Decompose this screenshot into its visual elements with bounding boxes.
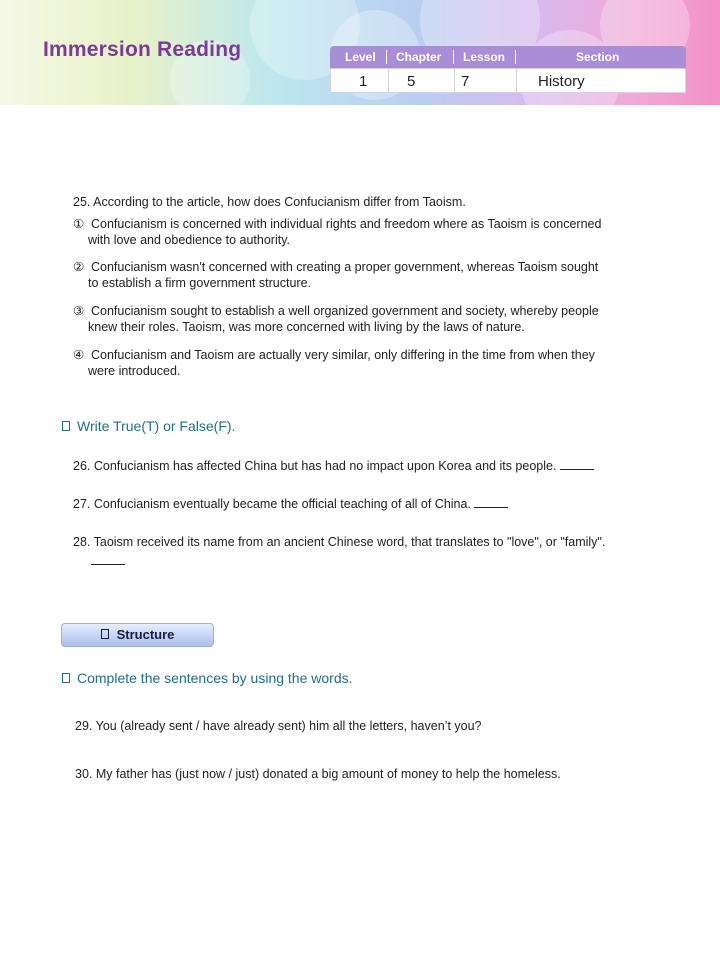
checkbox-icon [62, 673, 70, 683]
option-text: were introduced. [88, 364, 181, 378]
question-text: 27. Confucianism eventually became the official teaching of all of China. [73, 497, 471, 511]
section-label: Section [576, 50, 620, 64]
structure-section-button[interactable] [61, 623, 214, 647]
level-value: 1 [359, 73, 368, 90]
answer-blank[interactable] [91, 554, 125, 565]
brand-logo: Immersion Reading [43, 38, 242, 61]
instruction-text: Complete the sentences by using the words. [77, 670, 353, 686]
question-25: 25. According to the article, how does Confucianism differ from Taoism. [73, 195, 466, 209]
chapter-value: 5 [407, 73, 416, 90]
option-text: Confucianism and Taoism are actually very similar, only differing in the time from when they [91, 348, 595, 362]
answer-blank[interactable] [560, 459, 594, 470]
lesson-value: 7 [461, 73, 470, 90]
option-marker: ① [73, 217, 85, 231]
level-label: Level [345, 50, 376, 64]
level-header-bar [330, 46, 686, 68]
instruction-text: Write True(T) or False(F). [77, 418, 236, 434]
option-marker: ② [73, 260, 85, 274]
option-text: Confucianism sought to establish a well organized government and society, whereby people [91, 304, 599, 318]
question-27 [73, 496, 508, 512]
question-text: 28. Taoism received its name from an ancient Chinese word, that translates to "love", or "family". [73, 535, 606, 549]
option-3[interactable] [73, 303, 643, 335]
option-marker: ③ [73, 304, 85, 318]
option-text: knew their roles. Taoism, was more concerned with living by the laws of nature. [88, 320, 525, 334]
option-2[interactable] [73, 259, 643, 291]
checkbox-icon [62, 421, 70, 431]
option-text: Confucianism wasn't concerned with creating a proper government, whereas Taoism sought [91, 260, 599, 274]
option-text: to establish a firm government structure. [88, 276, 312, 290]
option-marker: ④ [73, 348, 85, 362]
chapter-label: Chapter [396, 50, 442, 64]
option-4[interactable] [73, 347, 643, 379]
option-text: with love and obedience to authority. [88, 233, 290, 247]
option-1[interactable] [73, 216, 643, 248]
structure-label: Structure [116, 627, 175, 642]
answer-blank[interactable] [474, 497, 508, 508]
header-banner [0, 0, 720, 105]
complete-instruction [62, 670, 353, 686]
lesson-label: Lesson [463, 50, 506, 64]
question-29: 29. You (already sent / have already sent) him all the letters, haven’t you? [75, 719, 482, 733]
level-values-row [330, 68, 686, 93]
question-26 [73, 458, 594, 474]
option-text: Confucianism is concerned with individual rights and freedom where as Taoism is concerned [91, 217, 602, 231]
question-28-blank [91, 553, 125, 569]
question-text: 26. Confucianism has affected China but has had no impact upon Korea and its people. [73, 459, 557, 473]
question-30: 30. My father has (just now / just) donated a big amount of money to help the homeless. [75, 767, 561, 781]
checkbox-icon [101, 629, 109, 639]
true-false-instruction [62, 418, 235, 434]
question-28 [73, 534, 653, 550]
section-value: History [538, 73, 585, 90]
